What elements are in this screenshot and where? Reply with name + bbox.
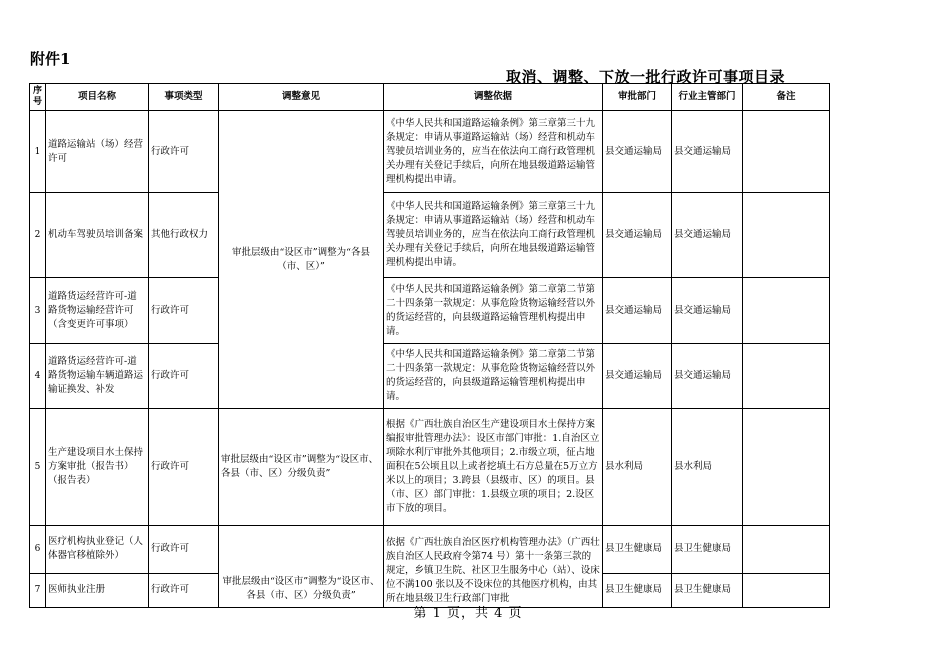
table-row	[30, 111, 830, 193]
row-remark	[743, 111, 830, 193]
row-basis: 《中华人民共和国道路运输条例》第二章第二节第二十四条第一款规定：从事危险货物运输经营以外的货运经营的，向县级道路运输管理机构提出申请。	[384, 278, 603, 344]
row-industry: 县交通运输局	[672, 111, 743, 193]
row-type: 行政许可	[149, 409, 219, 526]
table-row	[30, 409, 830, 526]
row-name: 医疗机构执业登记（人体器官移植除外）	[46, 526, 149, 574]
row-name: 道路货运经营许可-道路货物运输经营许可（含变更许可事项）	[46, 278, 149, 344]
row-remark	[743, 344, 830, 409]
row-remark	[743, 193, 830, 278]
table-row	[30, 526, 830, 574]
row-seq: 4	[30, 344, 46, 409]
header-name: 项目名称	[46, 84, 149, 111]
row-seq: 7	[30, 573, 46, 607]
row-seq: 1	[30, 111, 46, 193]
row-basis: 《中华人民共和国道路运输条例》第二章第二节第二十四条第一款规定：从事危险货物运输经营以外的货运经营的，向县级道路运输管理机构提出申请。	[384, 344, 603, 409]
row-basis: 根据《广西壮族自治区生产建设项目水土保持方案编报审批管理办法》：设区市部门审批：1.自治区立项除水利厅审批外其他项目；2.市级立项，征占地面积在5公顷且以上或者挖填土石方总量在5万立方米以上的项目；3.跨县（县级市、区）的项目。县（市、区）部门审批：1.县级立项的项目；2.设区市下放的项目。	[384, 409, 603, 526]
row-type: 行政许可	[149, 111, 219, 193]
row-dept: 县交通运输局	[603, 193, 672, 278]
row-seq: 2	[30, 193, 46, 278]
table-row	[30, 344, 830, 409]
row-dept: 县卫生健康局	[603, 526, 672, 574]
document-title-text: 取消、调整、下放一批行政许可事项目录	[505, 68, 785, 86]
row-basis: 《中华人民共和国道路运输条例》第三章第三十九条规定：申请从事道路运输站（场）经营和机动车驾驶员培训业务的，应当在依法向工商行政管理机关办理有关登记手续后，向所在地县级道路运输管理机构提出申请。	[384, 193, 603, 278]
header-opinion: 调整意见	[219, 84, 384, 111]
row-remark	[743, 278, 830, 344]
attachment-label: 附件1	[30, 50, 71, 68]
row-name: 道路运输站（场）经营许可	[46, 111, 149, 193]
header-dept: 审批部门	[603, 84, 672, 111]
row-basis: 依据《广西壮族自治区医疗机构管理办法》（广西壮族自治区人民政府令第74 号）第十一条第三款的规定，乡镇卫生院、社区卫生服务中心（站）、设床位不满100 张以及不设床位的其他医疗机构，由其所在地县级卫生行政部门审批	[384, 526, 603, 608]
header-industry: 行业主管部门	[672, 84, 743, 111]
table-row	[30, 278, 830, 344]
row-type: 行政许可	[149, 526, 219, 574]
row-type: 其他行政权力	[149, 193, 219, 278]
row-type: 行政许可	[149, 344, 219, 409]
row-opinion: 审批层级由“设区市”调整为“各县（市、区）”	[219, 111, 384, 409]
row-industry: 县水利局	[672, 409, 743, 526]
row-name: 机动车驾驶员培训备案	[46, 193, 149, 278]
row-name: 生产建设项目水土保持方案审批（报告书）（报告表）	[46, 409, 149, 526]
row-dept: 县交通运输局	[603, 278, 672, 344]
row-remark	[743, 526, 830, 574]
row-seq: 3	[30, 278, 46, 344]
row-industry: 县交通运输局	[672, 278, 743, 344]
row-name: 医师执业注册	[46, 573, 149, 607]
row-seq: 6	[30, 526, 46, 574]
row-seq: 5	[30, 409, 46, 526]
header-remark: 备注	[743, 84, 830, 111]
header-basis: 调整依据	[384, 84, 603, 111]
row-industry: 县卫生健康局	[672, 526, 743, 574]
row-name: 道路货运经营许可-道路货物运输车辆道路运输证换发、补发	[46, 344, 149, 409]
row-dept: 县交通运输局	[603, 111, 672, 193]
row-dept: 县水利局	[603, 409, 672, 526]
header-row	[30, 84, 830, 111]
row-industry: 县交通运输局	[672, 193, 743, 278]
row-opinion: 审批层级由“设区市”调整为“设区市、各县（市、区）分级负责”	[219, 526, 384, 608]
page-footer: 第 1 页，共 4 页	[413, 606, 523, 621]
row-industry: 县交通运输局	[672, 344, 743, 409]
permit-table	[29, 83, 830, 608]
table-row	[30, 193, 830, 278]
header-type: 事项类型	[149, 84, 219, 111]
row-type: 行政许可	[149, 573, 219, 607]
row-dept: 县卫生健康局	[603, 573, 672, 607]
row-type: 行政许可	[149, 278, 219, 344]
row-remark	[743, 409, 830, 526]
row-basis: 《中华人民共和国道路运输条例》第三章第三十九条规定：申请从事道路运输站（场）经营和机动车驾驶员培训业务的，应当在依法向工商行政管理机关办理有关登记手续后，向所在地县级道路运输管理机构提出申请。	[384, 111, 603, 193]
header-seq: 序号	[30, 84, 46, 111]
row-dept: 县交通运输局	[603, 344, 672, 409]
row-industry: 县卫生健康局	[672, 573, 743, 607]
row-opinion: 审批层级由“设区市”调整为“设区市、各县（市、区）分级负责”	[219, 409, 384, 526]
